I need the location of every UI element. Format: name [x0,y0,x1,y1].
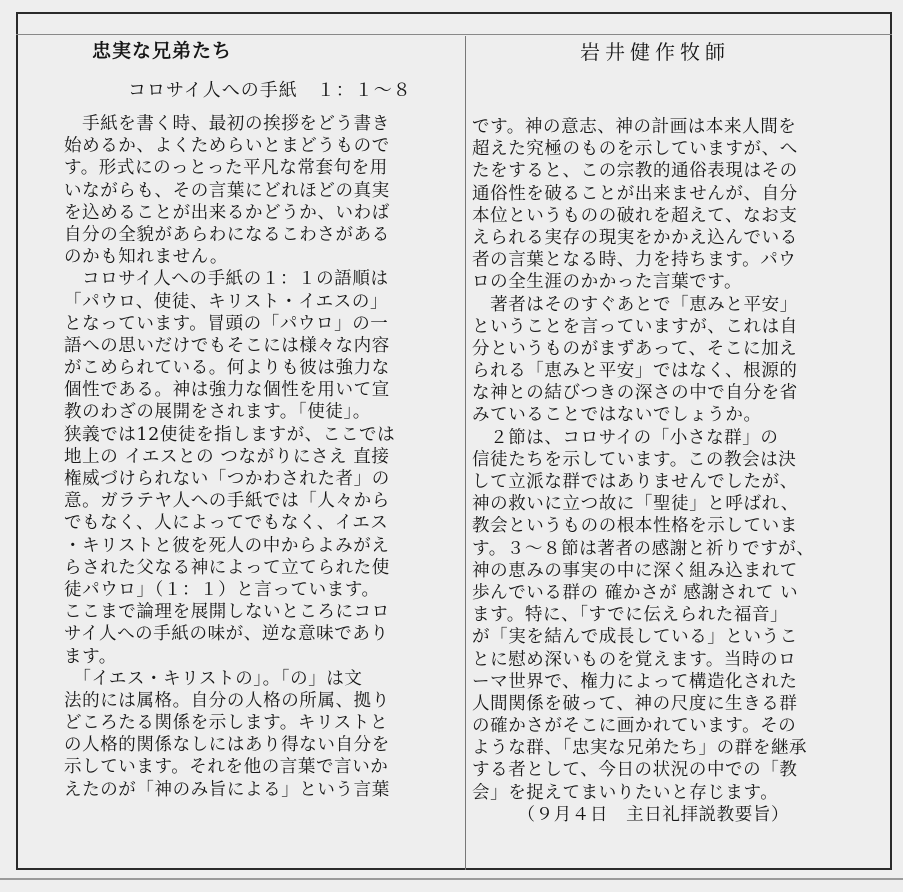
text-line: して立派な群ではありませんでしたが、 [472,472,798,492]
text-line: コロサイ人への手紙の１：１の語順は [64,269,389,290]
text-line: な神との結びつきの深さの中で自分を省 [472,383,798,404]
text-line: 意。ガラテヤ人への手紙では「人々から [64,491,390,512]
text-line: 示しています。それを他の言葉で言いか [64,757,389,778]
top-bar [16,12,892,35]
text-line: が「実を結んで成長している」というこ [472,627,798,648]
text-line: 語への思いだけでもそこには様々な内容 [64,335,390,356]
text-line: 通俗性を破ることが出来ませんが、自分 [472,183,798,204]
text-line: 手紙を書く時、最初の挨拶をどう書き [64,114,390,134]
text-line: 会」を捉えてまいりたいと存じます。 [472,782,779,803]
text-line: のかも知れません。 [64,247,228,268]
text-line: す。形式にのっとった平凡な常套句を用 [64,158,388,179]
text-line: 自分の全貌があらわになるこわさがある [64,224,390,245]
footer-rule [0,878,903,880]
text-line: 超えた究極のものを示していますが、へ [472,139,798,160]
text-line: られる「恵みと平安」ではなく、根源的 [472,361,798,382]
text-line: えたのが「神のみ旨による」という言葉 [64,779,390,800]
text-line: の人格的関係なしにはあり得ない自分を [64,735,390,756]
text-line: 法的には属格。自分の人格の所属、拠り [64,690,390,711]
text-line: ここまで論理を展開しないところにコロ [64,602,390,623]
text-line: す。３〜８節は著者の感謝と祈りですが、 [472,538,815,559]
text-line: 教会というものの根本性格を示していま [472,516,798,537]
text-line: 地上の イエスとの つながりにさえ 直接 [64,446,390,467]
author-name: 岩井健作牧師 [580,40,730,64]
text-line: （９月４日 主日礼拝説教要旨） [472,804,790,825]
text-line: 著者はそのすぐあとで「恵みと平安」 [472,294,798,315]
text-line: 「パウロ、使徒、キリスト・イエスの」 [64,291,389,312]
text-line: みていることではないでしょうか。 [472,405,762,426]
text-line: となっています。冒頭の「パウロ」の一 [64,313,389,334]
text-line: 歩んでいる群の 確かさが 感謝されて い [472,582,799,603]
text-line: ということを言っていますが、これは自 [472,316,798,337]
text-line: 教のわざの展開をされます。「使徒」。 [64,402,371,423]
right-column [472,116,815,826]
text-line: ような群、「忠実な兄弟たち」の群を継承 [472,738,808,759]
text-line: ます。特に、「すでに伝えられた福音」 [472,605,789,626]
text-line: 分というものがまずあって、そこに加え [472,338,798,359]
text-line: 権威づけられない「つかわされた者」の [64,469,390,489]
left-column [64,113,395,801]
text-line: ます。 [64,646,117,667]
text-line: する者として、今日の状況の中での「教 [472,760,798,781]
text-line: らされた父なる神によって立てられた使 [64,557,390,578]
text-line: 「イエス・キリストの」。「の」は文 [64,668,363,689]
text-line: いながらも、その言葉にどれほどの真実 [64,180,390,201]
text-line: を込めることが出来るかどうか、いわば [64,202,390,223]
text-line: 個性である。神は強力な個性を用いて宣 [64,380,390,401]
text-line: 信徒たちを示しています。この教会は決 [472,449,797,470]
text-line: の確かさがそこに画かれています。その [472,716,797,737]
text-line: 始めるか、よくためらいとまどうもので [64,136,390,157]
text-line: ・キリストと彼を死人の中からよみがえ [64,535,390,556]
text-line: 人間関係を破って、神の尺度に生きる群 [472,693,798,714]
text-line: サイ人への手紙の味が、逆な意味であり [64,624,389,645]
text-line: とに慰め深いものを覚えます。当時のロ [472,649,797,670]
scripture-reference: コロサイ人への手紙 １：１〜８ [128,80,412,101]
text-line: ーマ世界で、権力によって構造化された [472,671,798,692]
text-line: がこめられている。何よりも彼は強力な [64,358,390,379]
text-line: ロの全生涯のかかった言葉です。 [472,272,743,293]
text-line: 徒パウロ」（１：１）と言っています。 [64,579,380,600]
text-line: 神の恵みの事実の中に深く組み込まれて [472,560,798,581]
article-title: 忠実な兄弟たち [92,40,233,62]
text-line: 者の言葉となる時、力を持ちます。パウ [472,250,797,271]
text-line: でもなく、人によってでもなく、イエス [64,513,389,534]
text-line: えられる実存の現実をかかえ込んでいる [472,227,798,248]
text-line: 狭義では12使徒を指しますが、ここでは [64,424,396,445]
text-line: 本位というものの破れを超えて、なお支 [472,205,798,226]
text-line: です。神の意志、神の計画は本来人間を [472,117,797,137]
text-line: ２節は、コロサイの「小さな群」の [472,427,779,448]
text-line: 神の救いに立つ故に「聖徒」と呼ばれ、 [472,494,799,515]
text-line: どころたる関係を示します。キリストと [64,713,389,734]
text-line: たをすると、この宗教的通俗表現はその [472,161,798,182]
column-divider [465,36,466,870]
